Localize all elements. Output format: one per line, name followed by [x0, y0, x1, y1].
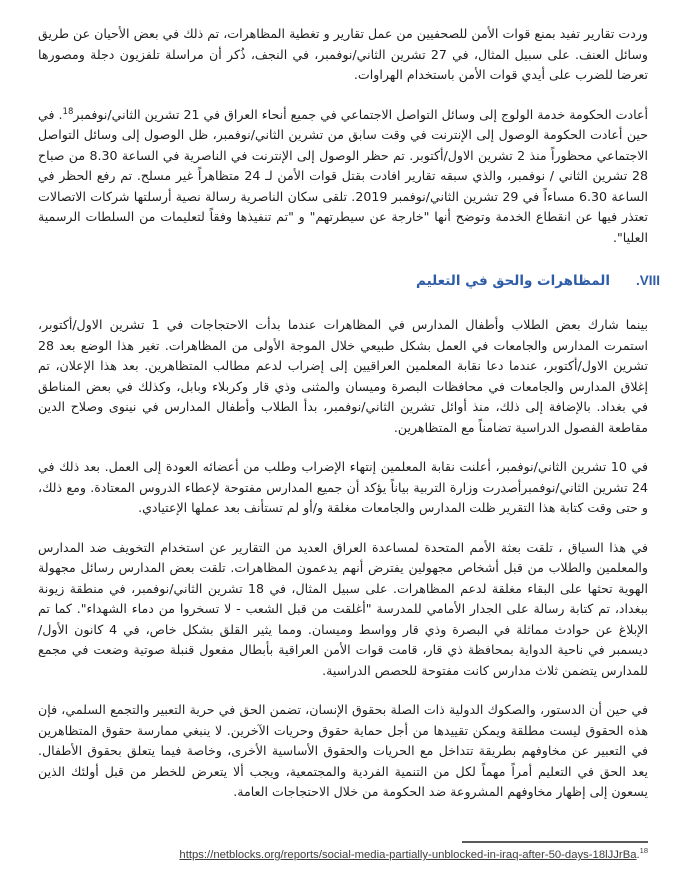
- paragraph-internet-restored: [38, 105, 648, 249]
- footnote-18: [38, 848, 648, 863]
- paragraph-text: أعادت الحكومة خدمة الولوج إلى وسائل التواصل الاجتماعي في جميع أنحاء العراق في 21 تشرين الثاني/نوفمبر: [73, 106, 648, 122]
- blank-space: [38, 822, 648, 842]
- footnote-number: 18: [639, 846, 648, 856]
- paragraph-press-restrictions: وردت تقارير تفيد بمنع قوات الأمن للصحفيين من عمل تقارير و تغطية المظاهرات، تم ذلك في بعض الأحيان عن طريق وسائل العنف. على سبيل المثال، في 27 تشرين الثاني/نوفمبر، في النجف، ذُكر أن مراسلة تلفزيون دجلة ومصورها تعرضا للضرب على أيدي قوات الأمن باستخدام الهراوات.: [38, 26, 648, 82]
- footnote-link[interactable]: https://netblocks.org/reports/social-media-partially-unblocked-in-iraq-after-50-days-18lJJrBa: [179, 849, 637, 861]
- footnote-trailing-period: .: [636, 849, 640, 861]
- paragraph-text: . في حين أعادت الحكومة الوصول إلى الإنترنت في وقت سابق من تشرين الثاني/نوفمبر، ظل الوصول إلى وسائل التواصل الاجتماعي محظوراً منذ 2 تشرين الاول/أكتوبر. تم حظر الوصول إلى الإنترنت في الناصرية في الساعة 8.30 من صباح 28 تشرين الثاني / نوفمبر، والذي سبقه تقارير افادت بقتل قوات الأمن لـ 24 متظاهراً غير مسلح. تم رفع الحظر في الساعة 6.30 مساءاً في 29 تشرين الثاني/نوفمبر 2019. تلقى سكان الناصرية رسالة نصية أرسلتها شركات الاتصالات تعتذر فيها عن انقطاع الخدمة وتوضح أنها "خارجة عن سيطرتهم" و "تم تنفيذها وفقاً لتعليمات من السلطات الرسمية العليا".: [38, 106, 648, 245]
- paragraph-schools-participation: بينما شارك بعض الطلاب وأطفال المدارس في المظاهرات عندما بدأت الاحتجاجات في 1 تشرين الاول/أكتوبر، استمرت المدارس والجامعات في العمل بشكل طبيعي خلال الموجة الأولى من المظاهرات. تغير هذا الوضع بعد 28 تشرين الاول/أكتوبر، عندما دعا نقابة المعلمين العراقيين إلى إضراب لدعم مطالب المتظاهرين. بعد هذا الإعلان، تم إغلاق المدارس والجامعات في محافظات البصرة وميسان والمثنى وذي قار وكربلاء وبابل، وكذلك في بعض المناطق في بغداد. بالإضافة إلى ذلك، منذ أوائل تشرين الثاني/نوفمبر، بدأ الطلاب وأطفال المدارس في نينوى وصلاح الدين مقاطعة الفصول الدراسية تضامناً مع المتظاهرين.: [38, 317, 648, 435]
- section-number: VIII.: [635, 273, 660, 288]
- footnote-separator-line: [462, 841, 648, 843]
- paragraph-strike-ended: في 10 تشرين الثاني/نوفمبر، أعلنت نقابة المعلمين إنتهاء الإضراب وطلب من أعضائه العودة إلى العمل. بعد ذلك في 24 تشرين الثاني/نوفمبرأصدرت وزارة التربية بياناً يؤكد أن جميع المدارس مفتوحة لإعطاء الدروس المعتادة. ومع ذلك، و حتى وقت كتابة هذا التقرير ظلت المدارس والجامعات مغلقة و/أو لم تستأنف بعد عملها الإعتيادي.: [38, 459, 648, 515]
- section-title: المظاهرات والحق في التعليم: [416, 273, 610, 289]
- footnote-area: [38, 841, 648, 865]
- section-heading-viii: [38, 271, 660, 291]
- footnote-reference-18: 18: [62, 106, 74, 117]
- paragraph-right-to-education: في حين أن الدستور، والصكوك الدولية ذات الصلة بحقوق الإنسان، تضمن الحق في حرية التعبير والتجمع السلمي، فإن هذه الحقوق ليست مطلقة ويمكن تقييدها من أجل حماية حقوق وحريات الآخرين. لا ينبغي ممارسة حقوق المتظاهرين في التعبير عن مخاوفهم بطريقة تتداخل مع الحريات والحقوق الأساسية الأخرى، وخاصة فيما يتعلق بحقوق الأطفال. يعد الحق في التعليم أمراً مهماً لكل من التنمية الفردية والمجتمعية، ويجب ألا يتعرض للخطر من قبل أولئك الذين يسعون إلى إظهار مخاوفهم المشروعة ضد الحكومة من خلال الاحتجاجات العامة.: [38, 702, 648, 799]
- paragraph-school-intimidation: في هذا السياق ، تلقت بعثة الأمم المتحدة لمساعدة العراق العديد من التقارير عن استخدام التخويف ضد المدارس والمعلمين والطلاب من قبل أشخاص مجهولين يفترض أنهم يدعمون المظاهرات. تلقت بعض المدارس رسائل مجهولة الهوية تحثها على البقاء مغلقة لدعم المظاهرات. على سبيل المثال، في 18 تشرين الثاني/نوفمبر، في منطقة زيونة ببغداد، تم كتابة رسالة على الجدار الأمامي للمدرسة "أغلقت من قبل الشعب - لا تسخروا من دماء الشهداء". كما تم الإبلاغ عن حوادث مماثلة في البصرة وذي قار وواسط وميسان. ومما يثير القلق بشكل خاص، في 4 كانون الأول/ديسمبر في ناحية الدواية بمحافظة ذي قار، قامت قوات الأمن العراقية بأبطال مفعول قنبلة صوتية وضعت في مجمع للمدارس يتضمن ثلاث مدارس كانت مفتوحة للحصص الدراسية.: [38, 539, 648, 678]
